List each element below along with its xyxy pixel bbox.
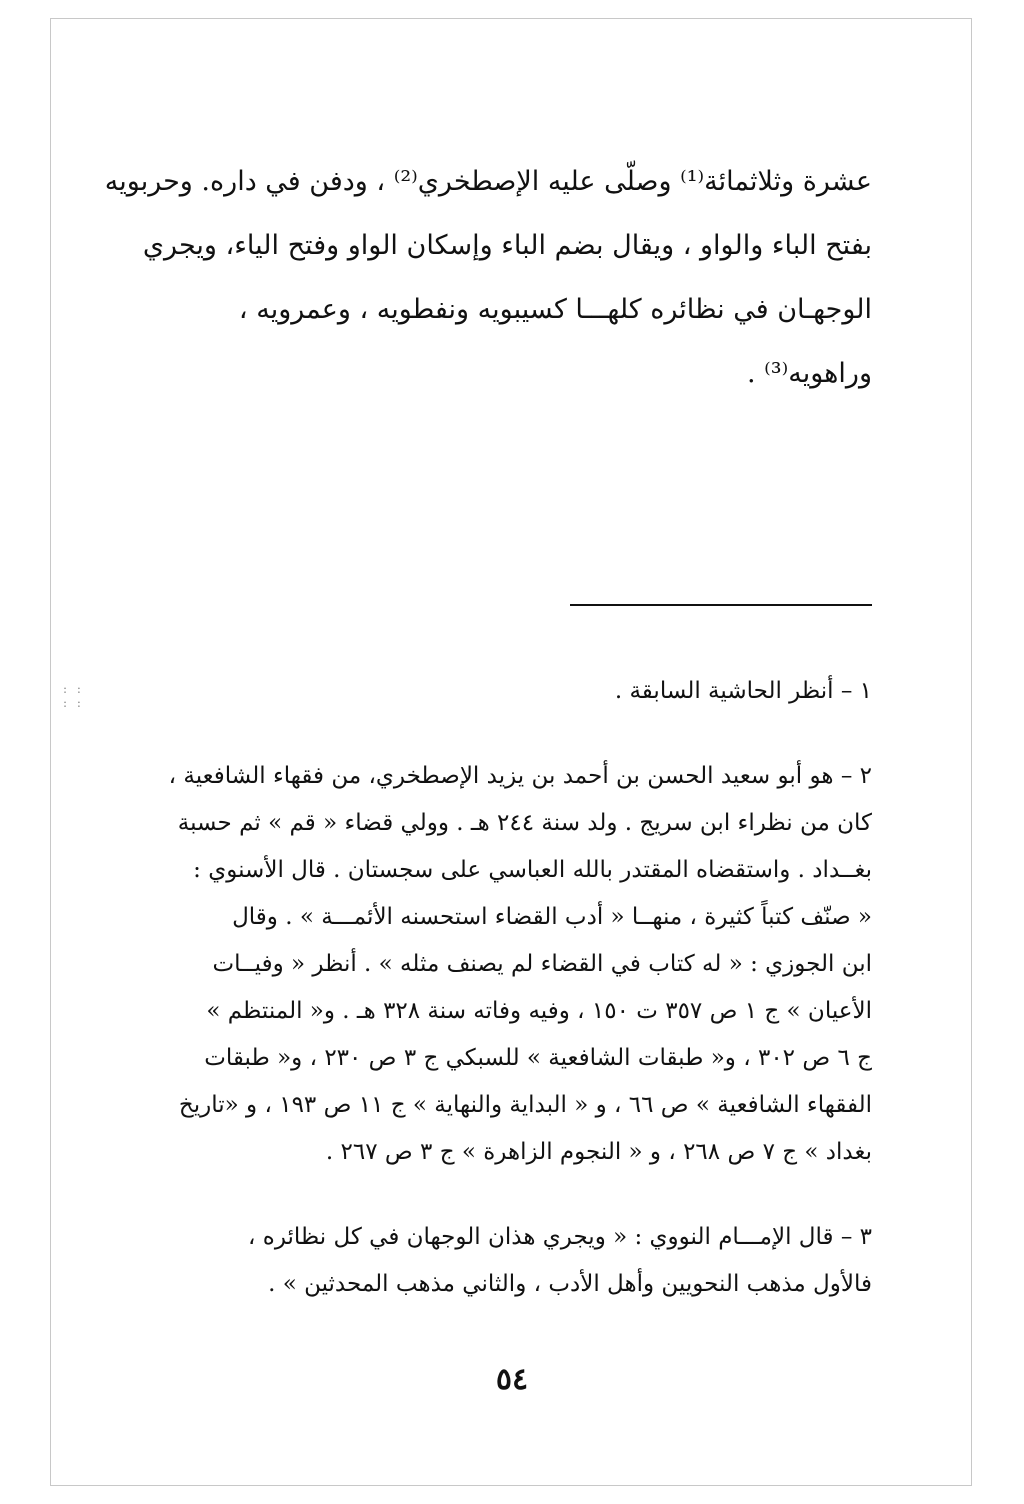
main-text-line: عشرة وثلاثمائة⁽¹⁾ وصلّى عليه الإصطخري⁽²⁾ ، ودفن في داره. وحربويه: [104, 166, 872, 197]
main-text: [100, 150, 872, 406]
footnote-line: « صنّف كتباً كثيرة ، منهــا « أدب القضاء استحسنه الأئمـــة » . وقال: [232, 904, 872, 930]
footnote-separator: [570, 604, 872, 606]
main-text-line: الوجهـان في نظائره كلهـــا كسيبويه ونفطويه ، وعمرويه ،: [238, 294, 872, 325]
footnote-1: [100, 668, 872, 715]
footnote-line: بغــداد . واستقضاه المقتدر بالله العباسي على سجستان . قال الأسنوي :: [193, 857, 872, 883]
footnote-line: بغداد » ج ٧ ص ٢٦٨ ، و « النجوم الزاهرة » ج ٣ ص ٢٦٧ .: [325, 1139, 872, 1165]
footnote-2: [100, 753, 872, 1176]
footnotes: [100, 668, 872, 1308]
main-text-line: وراهويه⁽³⁾ .: [746, 358, 872, 389]
footnote-line: كان من نظراء ابن سريج . ولد سنة ٢٤٤ هـ . وولي قضاء « قم » ثم حسبة: [177, 810, 872, 836]
footnote-line: ابن الجوزي : « له كتاب في القضاء لم يصنف مثله » . أنظر « وفيــات: [212, 951, 872, 977]
footnote-line: الأعيان » ج ١ ص ٣٥٧ ت ١٥٠ ، وفيه وفاته سنة ٣٢٨ هـ . و« المنتظم »: [206, 998, 872, 1024]
footnote-line: ج ٦ ص ٣٠٢ ، و« طبقات الشافعية » للسبكي ج ٣ ص ٢٣٠ ، و« طبقات: [204, 1045, 872, 1071]
margin-mark: : : : :: [63, 682, 84, 710]
footnote-line: فالأول مذهب النحويين وأهل الأدب ، والثاني مذهب المحدثين » .: [268, 1271, 872, 1297]
footnote-line: ٢ – هو أبو سعيد الحسن بن أحمد بن يزيد الإصطخري، من فقهاء الشافعية ،: [168, 763, 872, 789]
main-text-line: بفتح الباء والواو ، ويقال بضم الباء وإسكان الواو وفتح الياء، ويجري: [142, 230, 872, 261]
footnote-line: ١ – أنظر الحاشية السابقة .: [614, 678, 872, 704]
page-number: ٥٤: [495, 1362, 529, 1397]
footnote-line: ٣ – قال الإمـــام النووي : « ويجري هذان الوجهان في كل نظائره ،: [248, 1224, 872, 1250]
footnote-3: [100, 1214, 872, 1308]
footnote-line: الفقهاء الشافعية » ص ٦٦ ، و « البداية والنهاية » ج ١١ ص ١٩٣ ، و «تاريخ: [178, 1092, 872, 1118]
